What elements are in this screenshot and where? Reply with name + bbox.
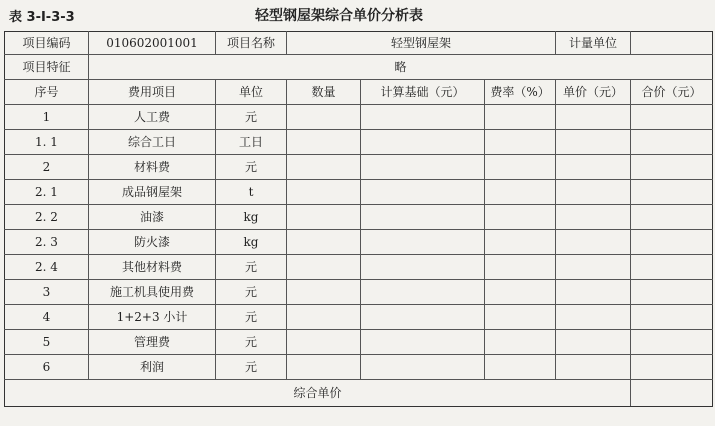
- table-row: [5, 130, 713, 155]
- row-unit: t: [216, 180, 287, 205]
- table-row: [5, 330, 713, 355]
- table-row: [5, 230, 713, 255]
- row-quantity: [287, 155, 361, 180]
- row-unit-price: [556, 255, 631, 280]
- row-item: 管理费: [89, 330, 216, 355]
- row-no: 3: [5, 280, 89, 305]
- row-unit-price: [556, 130, 631, 155]
- name-label: 项目名称: [216, 32, 287, 55]
- row-unit: 工日: [216, 130, 287, 155]
- row-quantity: [287, 255, 361, 280]
- table-row: [5, 155, 713, 180]
- row-base: [361, 255, 485, 280]
- row-unit-price: [556, 305, 631, 330]
- total-label: 综合单价: [5, 380, 631, 407]
- row-quantity: [287, 105, 361, 130]
- row-no: 1. 1: [5, 130, 89, 155]
- row-total: [631, 205, 713, 230]
- feature-value: 略: [89, 55, 713, 80]
- row-unit: 元: [216, 280, 287, 305]
- col-header: 单位: [216, 80, 287, 105]
- row-rate: [485, 205, 556, 230]
- col-header: 合价（元）: [631, 80, 713, 105]
- row-item: 施工机具使用费: [89, 280, 216, 305]
- row-unit-price: [556, 180, 631, 205]
- row-base: [361, 105, 485, 130]
- row-item: 人工费: [89, 105, 216, 130]
- row-total: [631, 355, 713, 380]
- row-unit: 元: [216, 105, 287, 130]
- row-base: [361, 330, 485, 355]
- row-no: 5: [5, 330, 89, 355]
- row-total: [631, 255, 713, 280]
- row-unit: 元: [216, 305, 287, 330]
- row-item: 材料费: [89, 155, 216, 180]
- unit-price-analysis-table: [4, 31, 713, 407]
- row-no: 2: [5, 155, 89, 180]
- row-unit: kg: [216, 230, 287, 255]
- row-unit: 元: [216, 255, 287, 280]
- row-unit: 元: [216, 330, 287, 355]
- row-quantity: [287, 205, 361, 230]
- total-row: [5, 380, 713, 407]
- row-quantity: [287, 180, 361, 205]
- table-row: [5, 180, 713, 205]
- row-item: 其他材料费: [89, 255, 216, 280]
- info-row: [5, 32, 713, 55]
- row-no: 2. 3: [5, 230, 89, 255]
- table-number: 表 3-Ⅰ-3-3: [9, 10, 75, 25]
- row-base: [361, 130, 485, 155]
- unit-value: [631, 32, 713, 55]
- total-value: [631, 380, 713, 407]
- table-row: [5, 105, 713, 130]
- row-total: [631, 105, 713, 130]
- row-base: [361, 205, 485, 230]
- row-rate: [485, 230, 556, 255]
- unit-label: 计量单位: [556, 32, 631, 55]
- row-unit-price: [556, 330, 631, 355]
- row-total: [631, 280, 713, 305]
- feature-row: [5, 55, 713, 80]
- table-row: [5, 280, 713, 305]
- row-no: 2. 4: [5, 255, 89, 280]
- row-base: [361, 155, 485, 180]
- row-total: [631, 180, 713, 205]
- row-total: [631, 330, 713, 355]
- row-unit: kg: [216, 205, 287, 230]
- row-no: 4: [5, 305, 89, 330]
- row-rate: [485, 280, 556, 305]
- row-rate: [485, 255, 556, 280]
- row-total: [631, 305, 713, 330]
- row-quantity: [287, 305, 361, 330]
- row-quantity: [287, 130, 361, 155]
- row-item: 1+2+3 小计: [89, 305, 216, 330]
- table-row: [5, 255, 713, 280]
- row-rate: [485, 305, 556, 330]
- row-total: [631, 230, 713, 255]
- row-unit: 元: [216, 355, 287, 380]
- row-quantity: [287, 355, 361, 380]
- feature-label: 项目特征: [5, 55, 89, 80]
- code-label: 项目编码: [5, 32, 89, 55]
- row-rate: [485, 330, 556, 355]
- row-item: 综合工日: [89, 130, 216, 155]
- row-unit-price: [556, 105, 631, 130]
- col-header: 计算基础（元）: [361, 80, 485, 105]
- row-total: [631, 130, 713, 155]
- table-row: [5, 305, 713, 330]
- row-rate: [485, 180, 556, 205]
- row-unit-price: [556, 155, 631, 180]
- row-item: 防火漆: [89, 230, 216, 255]
- row-unit-price: [556, 355, 631, 380]
- name-value: 轻型钢屋架: [287, 32, 556, 55]
- table-row: [5, 205, 713, 230]
- row-quantity: [287, 230, 361, 255]
- row-no: 6: [5, 355, 89, 380]
- row-item: 利润: [89, 355, 216, 380]
- row-no: 2. 1: [5, 180, 89, 205]
- row-base: [361, 280, 485, 305]
- row-no: 2. 2: [5, 205, 89, 230]
- row-rate: [485, 105, 556, 130]
- row-quantity: [287, 280, 361, 305]
- row-unit-price: [556, 205, 631, 230]
- row-quantity: [287, 330, 361, 355]
- row-base: [361, 180, 485, 205]
- table-row: [5, 355, 713, 380]
- row-total: [631, 155, 713, 180]
- cost-rows: [5, 105, 713, 380]
- row-rate: [485, 130, 556, 155]
- code-value: 010602001001: [89, 32, 216, 55]
- row-unit-price: [556, 280, 631, 305]
- row-base: [361, 355, 485, 380]
- col-header: 单价（元）: [556, 80, 631, 105]
- row-unit: 元: [216, 155, 287, 180]
- table-title: 轻型钢屋架综合单价分析表: [255, 8, 423, 24]
- row-rate: [485, 355, 556, 380]
- col-header: 数量: [287, 80, 361, 105]
- row-no: 1: [5, 105, 89, 130]
- col-header: 费率（%）: [485, 80, 556, 105]
- col-header: 序号: [5, 80, 89, 105]
- row-base: [361, 230, 485, 255]
- column-header-row: [5, 80, 713, 105]
- row-item: 油漆: [89, 205, 216, 230]
- col-header: 费用项目: [89, 80, 216, 105]
- row-base: [361, 305, 485, 330]
- row-rate: [485, 155, 556, 180]
- row-item: 成品钢屋架: [89, 180, 216, 205]
- row-unit-price: [556, 230, 631, 255]
